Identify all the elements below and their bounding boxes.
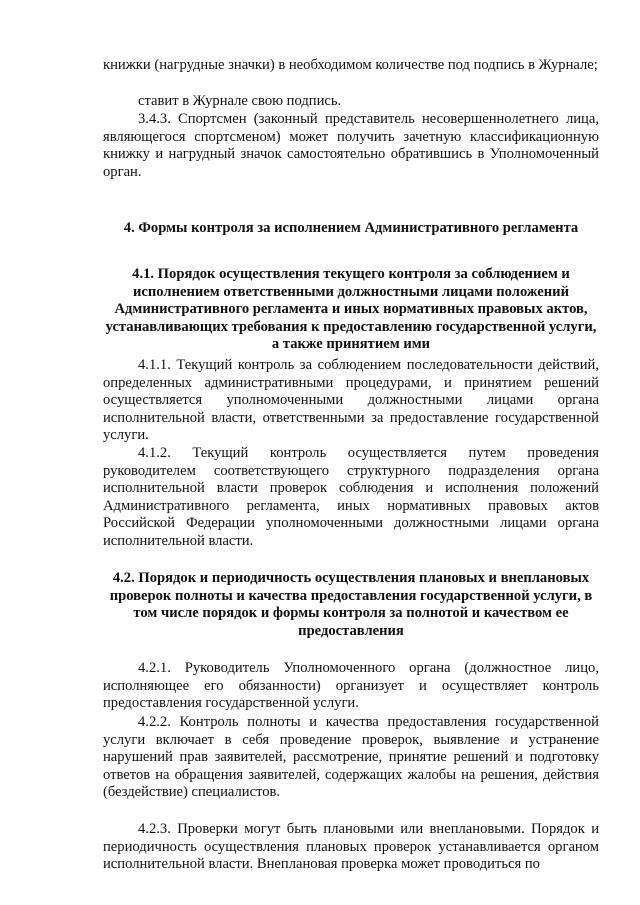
paragraph-4-2-3: 4.2.3. Проверки могут быть плановыми или внеплановыми. Порядок и периодичность осуществления плановых проверок устанавливается органом исполнительной власти. Внеплановая проверка может проводиться по <box>103 821 599 873</box>
paragraph-4-2-2: 4.2.2. Контроль полноты и качества предоставления государственной услуги включает в себя проведение проверок, выявление и устранение нарушений прав заявителей, рассмотрение, принятие решений и подготовку ответов на обращения заявителей, содержащих жалобы на решения, действия (бездействие) специалистов. <box>103 714 599 801</box>
section-4-1-heading: 4.1. Порядок осуществления текущего контроля за соблюдением и исполнением ответственными должностными лицами положений Административного регламента и иных нормативных правовых актов, устанавливающих требования к предоставлению государственной услуги, а также принятием ими <box>105 266 597 353</box>
paragraph-4-2-1: 4.2.1. Руководитель Уполномоченного органа (должностное лицо, исполняющее его обязанности) организует и осуществляет контроль предоставления государственной услуги. <box>103 660 599 712</box>
section-4-2-heading: 4.2. Порядок и периодичность осуществления плановых и внеплановых проверок полноты и качества предоставления государственной услуги, в том числе порядок и формы контроля за полнотой и качеством ее предоставления <box>109 570 593 639</box>
paragraph-3-4-3: 3.4.3. Спортсмен (законный представитель несовершеннолетнего лица, являющегося спортсменом) может получить зачетную классификационную книжку и нагрудный значок самостоятельно обратившись в Уполномоченный орган. <box>103 111 599 180</box>
paragraph-signature: ставит в Журнале свою подпись. <box>138 93 342 109</box>
paragraph-3-4-2-end: книжки (нагрудные значки) в необходимом количестве под подпись в Журнале; <box>103 57 598 73</box>
section-4-heading: 4. Формы контроля за исполнением Административного регламента <box>123 220 579 236</box>
paragraph-4-1-1: 4.1.1. Текущий контроль за соблюдением последовательности действий, определенных административными процедурами, и принятием решений осуществляется уполномоченными должностными лицами органа исполнительной власти, ответственными за предоставление государственной услуги. <box>103 357 599 444</box>
paragraph-4-1-2: 4.1.2. Текущий контроль осуществляется путем проведения руководителем соответствующего структурного подразделения органа исполнительной власти проверок соблюдения и исполнения положений Административного регламента, иных нормативных правовых актов Российской Федерации уполномоченными должностными лицами органа исполнительной власти. <box>103 445 599 549</box>
